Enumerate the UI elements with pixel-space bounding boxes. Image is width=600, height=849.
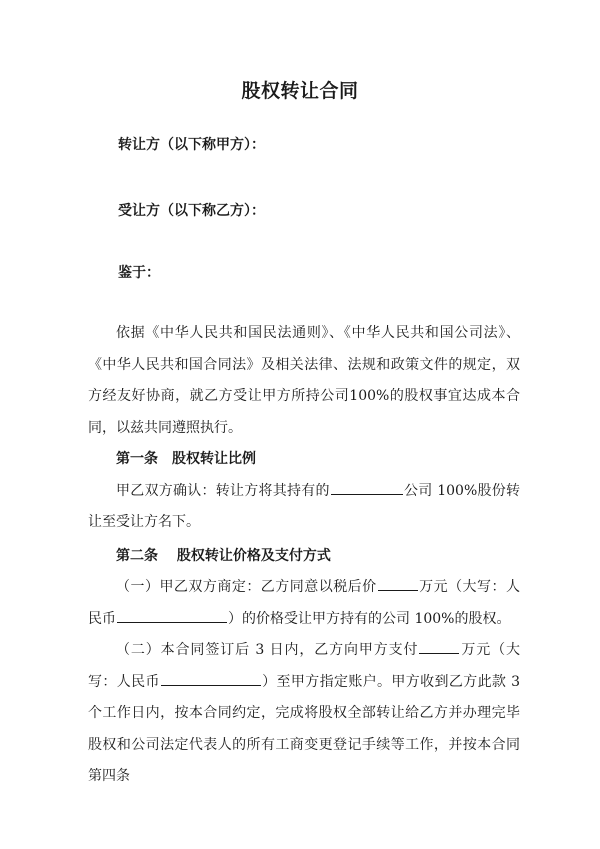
clause-1-text-a: （一）甲乙双方商定：乙方同意以税后价	[116, 579, 377, 595]
article-1-paragraph	[88, 476, 520, 539]
clause-1-text-c: ）的价格受让甲方持有的公司 100%的股权。	[228, 610, 511, 627]
clause-1-text-b: 万元（大写：人民币	[88, 579, 521, 627]
clause-2-text-c: ）至甲方指定账户。甲方收到乙方此款 3 个工作日内，按本合同约定，完成将股权全部转让给乙方并办理完毕股权和公司法定代表人的所有工商变更登记手续等工作，并按本合同第四条	[88, 673, 521, 784]
article-2-heading: 第二条 股权转让价格及支付方式	[116, 547, 331, 564]
article-1-text-b: 公司 100%股份转让至受让方名下。	[88, 482, 520, 530]
payment-amount-blank	[419, 639, 459, 654]
price-uppercase-blank	[117, 608, 227, 623]
clause-2-text-b: 万元（大写：人民币	[88, 642, 521, 690]
clause-2-text-a: （二）本合同签订后 3 日内，乙方向甲方支付	[116, 642, 419, 658]
article-1-text-a: 甲乙双方确认：转让方将其持有的	[116, 482, 330, 499]
article-2-clause-1	[88, 572, 520, 635]
article-1-heading: 第一条 股权转让比例	[116, 451, 256, 467]
preamble-paragraph: 依据《中华人民共和国民法通则》、《中华人民共和国公司法》、《中华人民共和国合同法》及相关法律、法规和政策文件的规定，双方经友好协商，就乙方受让甲方所持公司100%的股权事宜达成本合同，以兹共同遵照执行。	[88, 325, 520, 436]
price-amount-blank	[378, 576, 418, 591]
transferor-label: 转让方（以下称甲方）：	[118, 137, 265, 153]
whereas-label: 鉴于：	[118, 265, 160, 281]
transferee-label: 受让方（以下称乙方）：	[118, 203, 265, 219]
article-2-clause-2	[88, 635, 520, 793]
company-name-blank	[331, 480, 403, 495]
contract-body	[88, 318, 520, 793]
payment-uppercase-blank	[161, 671, 261, 686]
document-title: 股权转让合同	[241, 80, 359, 102]
